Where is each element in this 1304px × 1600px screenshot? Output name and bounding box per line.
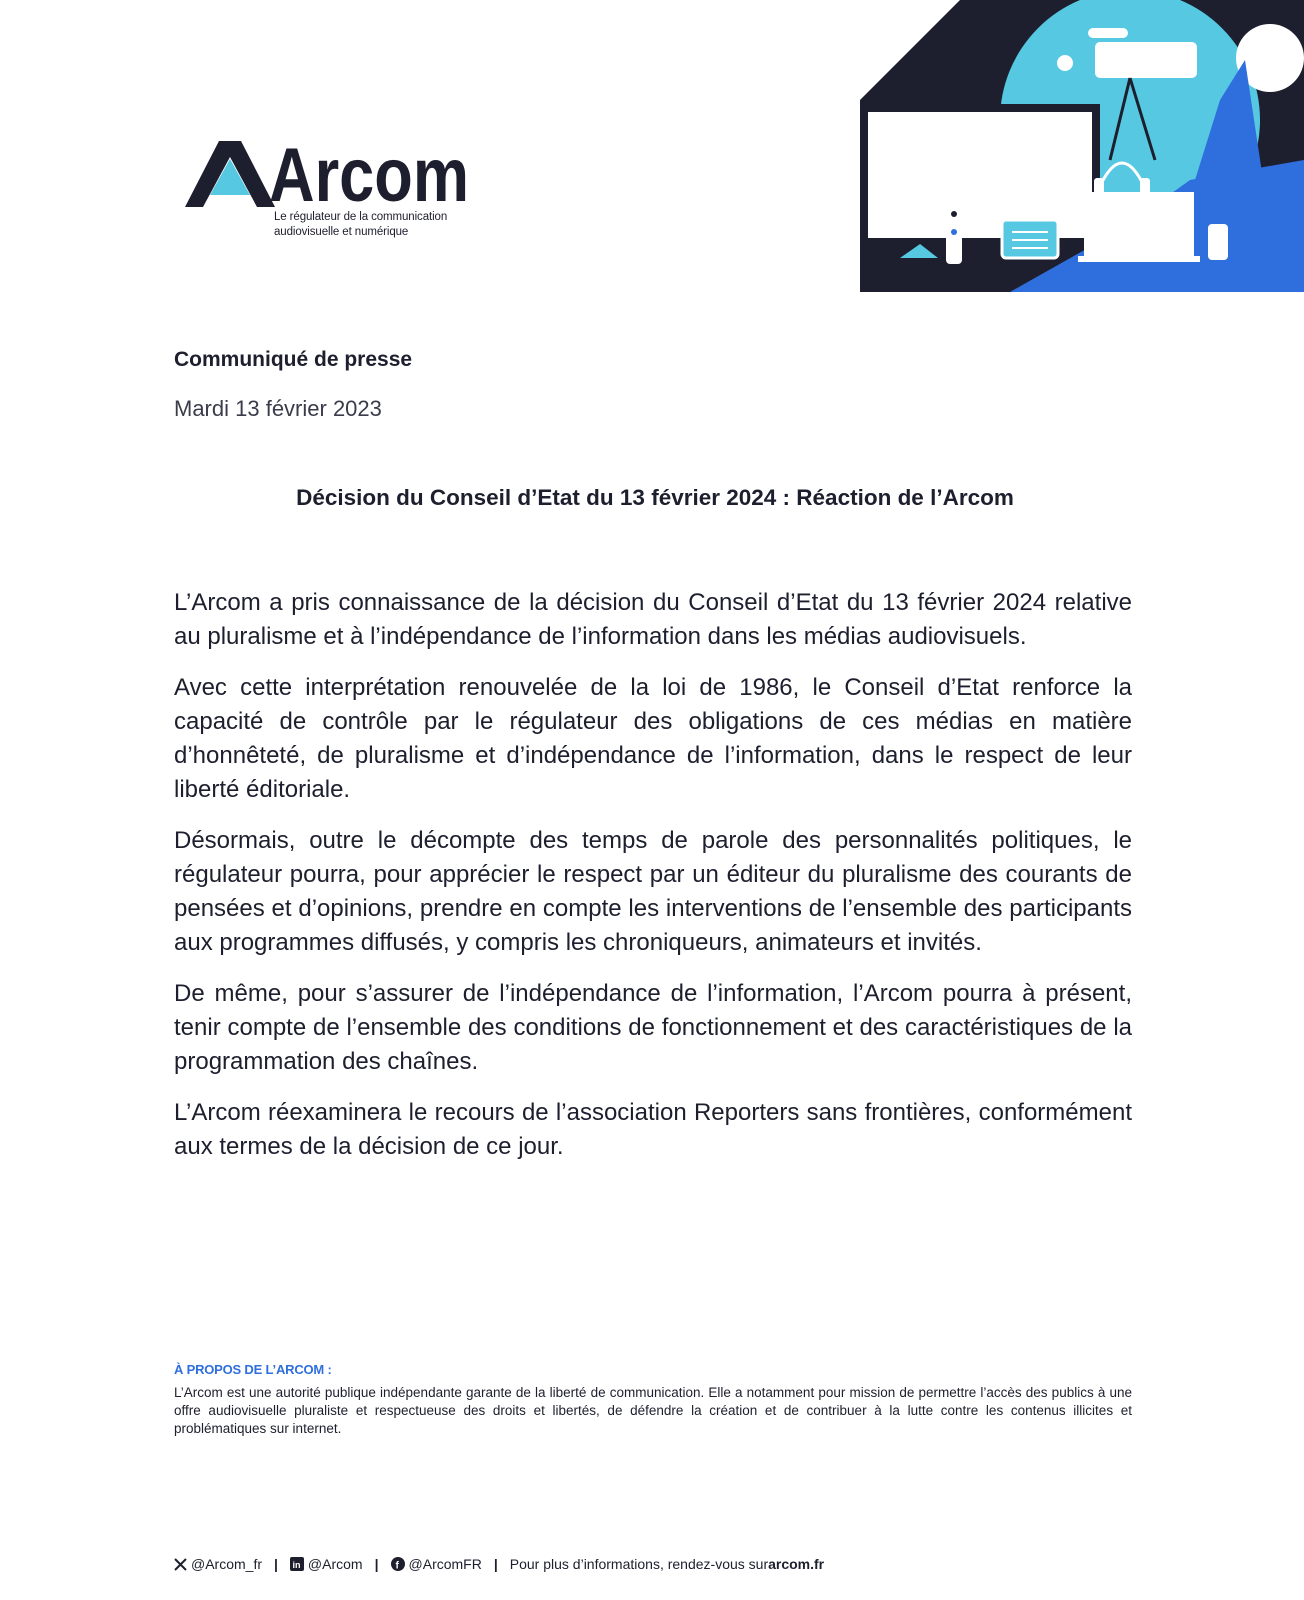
- phone-icon: [1208, 224, 1228, 260]
- more-info-text: Pour plus d’informations, rendez-vous sur: [509, 1556, 769, 1572]
- remote-icon: [946, 206, 962, 264]
- body-paragraph: Désormais, outre le décompte des temps de parole des personnalités politiques, le régulateur pourra, pour apprécier le respect par un éditeur du pluralisme des courants de pensées et d’opinions, prendre en compte les interventions de l’ensemble des participants aux programmes diffusés, y compris les chroniqueurs, animateurs et invités.: [174, 827, 1132, 956]
- logo-tagline: [274, 210, 494, 240]
- body-paragraph: Avec cette interprétation renouvelée de la loi de 1986, le Conseil d’Etat renforce la capacité de contrôle par le régulateur des obligations de ces médias en matière d’honnêteté, de pluralisme et d’indépendance de l’information, dans le respect de leur liberté éditoriale.: [174, 674, 1132, 803]
- about-text: L’Arcom est une autorité publique indépendante garante de la liberté de communication. Elle a notamment pour mission de permettre l’accès des publics à une offre audiovisuelle pluraliste et respectueuse des droits et libertés, de défendre la création et de contribuer à la lutte contre les contenus illicites et problématiques sur internet.: [174, 1385, 1132, 1436]
- x-handle[interactable]: @Arcom_fr: [191, 1556, 262, 1572]
- logo-tagline-line1: Le régulateur de la communication: [274, 211, 448, 223]
- footer-separator: |: [493, 1556, 498, 1572]
- laptop-icon: [1078, 192, 1200, 262]
- linkedin-icon[interactable]: [290, 1557, 304, 1571]
- logo-text: Arcom: [269, 135, 469, 211]
- footer-separator: |: [274, 1556, 278, 1572]
- logo-tagline-line2: audiovisuelle et numérique: [274, 226, 409, 238]
- document-date: Mardi 13 février 2023: [174, 396, 382, 421]
- footer-separator: |: [374, 1556, 379, 1572]
- x-icon[interactable]: [174, 1558, 187, 1571]
- headline: Décision du Conseil d’Etat du 13 février 2024 : Réaction de l’Arcom: [296, 485, 1014, 510]
- tv-icon: [860, 104, 1100, 258]
- site-link[interactable]: arcom.fr: [768, 1556, 825, 1572]
- linkedin-handle[interactable]: @Arcom: [307, 1556, 363, 1572]
- media-devices-illustration: [860, 0, 1304, 292]
- body-paragraph: De même, pour s’assurer de l’indépendance de l’information, l’Arcom pourra à présent, tenir compte de l’ensemble des conditions de fonctionnement et des caractéristiques de la programmation des chaînes.: [174, 980, 1132, 1075]
- about-title: À PROPOS DE L’ARCOM :: [174, 1362, 332, 1377]
- arcom-logo: [183, 135, 483, 245]
- document-type: Communiqué de presse: [174, 348, 413, 371]
- body-paragraph: L’Arcom a pris connaissance de la décision du Conseil d’Etat du 13 février 2024 relative au pluralisme et à l’indépendance de l’information dans les médias audiovisuels.: [174, 589, 1132, 650]
- svg-text:in: in: [292, 1560, 301, 1570]
- facebook-icon[interactable]: [391, 1557, 405, 1571]
- press-release-body: [174, 586, 1132, 1181]
- footer: [174, 1556, 824, 1572]
- arcom-wordmark: [183, 135, 483, 211]
- body-paragraph: L’Arcom réexaminera le recours de l’association Reporters sans frontières, conformément aux termes de la décision de ce jour.: [174, 1099, 1132, 1160]
- svg-text:f: f: [395, 1560, 399, 1571]
- facebook-handle[interactable]: @ArcomFR: [408, 1556, 482, 1572]
